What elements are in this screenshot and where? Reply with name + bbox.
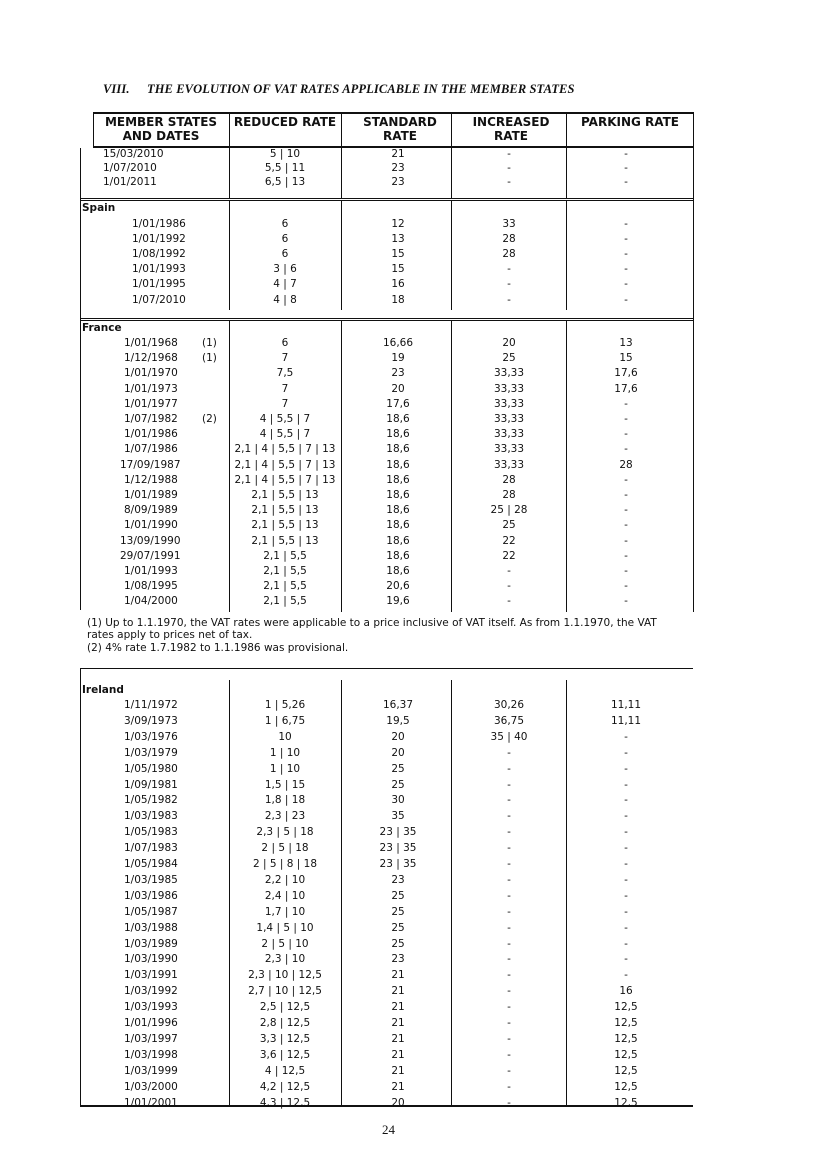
cell-reduced-rate: 6 xyxy=(281,248,289,260)
cell-reduced-rate: 7,5 xyxy=(276,367,294,379)
cell-parking-rate: - xyxy=(624,731,628,743)
cell-standard-rate: 21 xyxy=(391,1033,405,1045)
cell-parking-rate: - xyxy=(624,148,628,160)
cell-increased-rate: 33,33 xyxy=(493,367,525,379)
cell-increased-rate: - xyxy=(507,278,511,290)
row-date: 1/03/1989 xyxy=(124,938,178,950)
row-date: 1/07/2010 xyxy=(103,162,157,174)
row-date: 1/07/1986 xyxy=(124,443,178,455)
cell-parking-rate: 13 xyxy=(619,337,633,349)
cell-parking-rate: - xyxy=(624,953,628,965)
cell-reduced-rate: 2,2 | 10 xyxy=(264,874,306,886)
header-reduced-rate: REDUCED RATE xyxy=(233,115,337,129)
cell-parking-rate: - xyxy=(624,398,628,410)
country-spain: Spain xyxy=(82,202,116,214)
row-date: 1/03/1985 xyxy=(124,874,178,886)
cell-reduced-rate: 6 xyxy=(281,233,289,245)
row-date: 29/07/1991 xyxy=(120,550,181,562)
cell-reduced-rate: 4,2 | 12,5 xyxy=(259,1081,311,1093)
row-date: 1/01/1989 xyxy=(124,489,178,501)
cell-standard-rate: 23 xyxy=(391,874,405,886)
row-date: 8/09/1989 xyxy=(124,504,178,516)
row-date: 1/05/1980 xyxy=(124,763,178,775)
row-date: 1/11/1972 xyxy=(124,699,178,711)
cell-parking-rate: - xyxy=(624,874,628,886)
header-increased-rate: INCREASED RATE xyxy=(472,115,550,143)
cell-standard-rate: 18,6 xyxy=(386,565,410,577)
cell-reduced-rate: 2,4 | 10 xyxy=(264,890,306,902)
cell-reduced-rate: 2,3 | 5 | 18 xyxy=(256,826,314,838)
cell-increased-rate: 28 xyxy=(502,233,516,245)
row-date: 1/01/1996 xyxy=(124,1017,178,1029)
cell-reduced-rate: 5,5 | 11 xyxy=(264,162,306,174)
cell-reduced-rate: 2,1 | 5,5 | 13 xyxy=(251,535,319,547)
cell-increased-rate: 25 | 28 xyxy=(490,504,528,516)
cell-reduced-rate: 7 xyxy=(281,383,289,395)
cell-reduced-rate: 2,1 | 4 | 5,5 | 7 | 13 xyxy=(234,474,336,486)
row-date: 1/03/2000 xyxy=(124,1081,178,1093)
cell-parking-rate: 16 xyxy=(619,985,633,997)
cell-standard-rate: 18 xyxy=(391,294,405,306)
row-footnote-ref: (1) xyxy=(202,337,217,349)
cell-parking-rate: - xyxy=(624,922,628,934)
cell-reduced-rate: 1,5 | 15 xyxy=(264,779,306,791)
cell-standard-rate: 21 xyxy=(391,969,405,981)
cell-standard-rate: 21 xyxy=(391,1017,405,1029)
row-date: 1/01/1995 xyxy=(132,278,186,290)
cell-parking-rate: - xyxy=(624,580,628,592)
cell-increased-rate: 33,33 xyxy=(493,398,525,410)
cell-increased-rate: - xyxy=(507,953,511,965)
cell-parking-rate: - xyxy=(624,565,628,577)
cell-parking-rate: - xyxy=(624,826,628,838)
cell-standard-rate: 12 xyxy=(391,218,405,230)
cell-increased-rate: - xyxy=(507,906,511,918)
cell-standard-rate: 18,6 xyxy=(386,474,410,486)
cell-parking-rate: - xyxy=(624,794,628,806)
cell-increased-rate: 33,33 xyxy=(493,428,525,440)
cell-parking-rate: - xyxy=(624,248,628,260)
cell-reduced-rate: 2,7 | 10 | 12,5 xyxy=(248,985,322,997)
cell-standard-rate: 35 xyxy=(391,810,405,822)
cell-increased-rate: 33,33 xyxy=(493,383,525,395)
cell-parking-rate: 12,5 xyxy=(614,1001,638,1013)
cell-parking-rate: - xyxy=(624,162,628,174)
row-date: 1/01/1973 xyxy=(124,383,178,395)
cell-reduced-rate: 6,5 | 13 xyxy=(264,176,306,188)
cell-standard-rate: 15 xyxy=(391,263,405,275)
cell-parking-rate: 15 xyxy=(619,352,633,364)
cell-parking-rate: - xyxy=(624,413,628,425)
cell-increased-rate: 33,33 xyxy=(493,459,525,471)
cell-reduced-rate: 4 | 8 xyxy=(273,294,297,306)
cell-standard-rate: 25 xyxy=(391,906,405,918)
cell-reduced-rate: 2,1 | 5,5 | 13 xyxy=(251,519,319,531)
cell-standard-rate: 21 xyxy=(391,1049,405,1061)
cell-standard-rate: 13 xyxy=(391,233,405,245)
cell-standard-rate: 21 xyxy=(391,1001,405,1013)
cell-standard-rate: 19,6 xyxy=(386,595,410,607)
cell-reduced-rate: 1,7 | 10 xyxy=(264,906,306,918)
cell-increased-rate: - xyxy=(507,794,511,806)
row-date: 1/03/1998 xyxy=(124,1049,178,1061)
row-date: 1/01/1986 xyxy=(132,218,186,230)
cell-standard-rate: 18,6 xyxy=(386,519,410,531)
cell-increased-rate: - xyxy=(507,148,511,160)
row-date: 1/01/1993 xyxy=(124,565,178,577)
cell-reduced-rate: 4,3 | 12,5 xyxy=(259,1097,311,1109)
cell-reduced-rate: 4 | 5,5 | 7 xyxy=(259,413,311,425)
footnote-2: (2) 4% rate 1.7.1982 to 1.1.1986 was provisional. xyxy=(87,642,349,654)
row-date: 1/03/1992 xyxy=(124,985,178,997)
cell-parking-rate: - xyxy=(624,474,628,486)
row-date: 1/12/1988 xyxy=(124,474,178,486)
cell-reduced-rate: 1 | 6,75 xyxy=(264,715,306,727)
cell-reduced-rate: 10 xyxy=(278,731,292,743)
cell-standard-rate: 20,6 xyxy=(386,580,410,592)
cell-increased-rate: - xyxy=(507,565,511,577)
cell-reduced-rate: 2,1 | 5,5 xyxy=(263,595,307,607)
row-date: 1/03/1991 xyxy=(124,969,178,981)
cell-increased-rate: - xyxy=(507,595,511,607)
cell-reduced-rate: 2,8 | 12,5 xyxy=(259,1017,311,1029)
cell-increased-rate: 25 xyxy=(502,519,516,531)
cell-reduced-rate: 6 xyxy=(281,337,289,349)
cell-standard-rate: 17,6 xyxy=(386,398,410,410)
cell-reduced-rate: 3 | 6 xyxy=(273,263,297,275)
row-date: 15/03/2010 xyxy=(103,148,164,160)
cell-parking-rate: - xyxy=(624,890,628,902)
row-date: 1/03/1979 xyxy=(124,747,178,759)
cell-reduced-rate: 1,8 | 18 xyxy=(264,794,306,806)
cell-increased-rate: - xyxy=(507,826,511,838)
cell-standard-rate: 25 xyxy=(391,922,405,934)
row-date: 1/08/1995 xyxy=(124,580,178,592)
cell-reduced-rate: 1,4 | 5 | 10 xyxy=(256,922,314,934)
page-heading xyxy=(103,82,575,97)
section-border xyxy=(80,318,693,319)
cell-reduced-rate: 2,1 | 5,5 xyxy=(263,580,307,592)
table-left-border-header xyxy=(93,112,94,148)
row-date: 1/01/1990 xyxy=(124,519,178,531)
cell-parking-rate: 12,5 xyxy=(614,1017,638,1029)
row-date: 1/03/1988 xyxy=(124,922,178,934)
cell-reduced-rate: 4 | 5,5 | 7 xyxy=(259,428,311,440)
cell-standard-rate: 23 xyxy=(391,953,405,965)
section-border xyxy=(80,200,693,201)
cell-parking-rate: - xyxy=(624,504,628,516)
cell-parking-rate: 12,5 xyxy=(614,1049,638,1061)
cell-parking-rate: - xyxy=(624,489,628,501)
header-parking-rate: PARKING RATE xyxy=(580,115,680,129)
cell-standard-rate: 16,66 xyxy=(382,337,414,349)
cell-parking-rate: 11,11 xyxy=(610,699,642,711)
cell-increased-rate: - xyxy=(507,763,511,775)
cell-parking-rate: - xyxy=(624,233,628,245)
cell-reduced-rate: 6 xyxy=(281,218,289,230)
header-standard-rate: STANDARD RATE xyxy=(363,115,437,143)
cell-increased-rate: - xyxy=(507,1017,511,1029)
cell-standard-rate: 25 xyxy=(391,779,405,791)
country-ireland: Ireland xyxy=(82,684,124,696)
cell-standard-rate: 23 xyxy=(391,162,405,174)
cell-increased-rate: 33 xyxy=(502,218,516,230)
cell-reduced-rate: 7 xyxy=(281,398,289,410)
cell-increased-rate: 33,33 xyxy=(493,413,525,425)
row-date: 3/09/1973 xyxy=(124,715,178,727)
cell-parking-rate: - xyxy=(624,550,628,562)
cell-standard-rate: 20 xyxy=(391,1097,405,1109)
cell-increased-rate: - xyxy=(507,580,511,592)
cell-reduced-rate: 1 | 5,26 xyxy=(264,699,306,711)
cell-reduced-rate: 2,1 | 4 | 5,5 | 7 | 13 xyxy=(234,459,336,471)
row-date: 1/03/1990 xyxy=(124,953,178,965)
row-date: 1/01/1977 xyxy=(124,398,178,410)
cell-standard-rate: 18,6 xyxy=(386,443,410,455)
cell-reduced-rate: 1 | 10 xyxy=(269,747,301,759)
cell-standard-rate: 23 | 35 xyxy=(379,842,417,854)
cell-increased-rate: - xyxy=(507,969,511,981)
cell-increased-rate: - xyxy=(507,1049,511,1061)
cell-parking-rate: 17,6 xyxy=(614,367,638,379)
cell-increased-rate: - xyxy=(507,985,511,997)
cell-standard-rate: 20 xyxy=(391,383,405,395)
cell-standard-rate: 21 xyxy=(391,1065,405,1077)
row-date: 1/03/1986 xyxy=(124,890,178,902)
cell-increased-rate: - xyxy=(507,874,511,886)
cell-increased-rate: 35 | 40 xyxy=(490,731,528,743)
cell-standard-rate: 19 xyxy=(391,352,405,364)
cell-reduced-rate: 2 | 5 | 10 xyxy=(261,938,309,950)
row-date: 1/07/1983 xyxy=(124,842,178,854)
table-top-border xyxy=(93,112,693,114)
cell-reduced-rate: 2,1 | 4 | 5,5 | 7 | 13 xyxy=(234,443,336,455)
cell-parking-rate: - xyxy=(624,278,628,290)
cell-increased-rate: - xyxy=(507,890,511,902)
cell-increased-rate: 22 xyxy=(502,550,516,562)
cell-standard-rate: 20 xyxy=(391,731,405,743)
row-date: 1/01/2001 xyxy=(124,1097,178,1109)
row-date: 1/01/1970 xyxy=(124,367,178,379)
table-right-border xyxy=(693,112,694,612)
cell-standard-rate: 23 xyxy=(391,176,405,188)
cell-increased-rate: - xyxy=(507,779,511,791)
cell-increased-rate: 28 xyxy=(502,474,516,486)
cell-increased-rate: - xyxy=(507,810,511,822)
cell-standard-rate: 25 xyxy=(391,890,405,902)
cell-increased-rate: 33,33 xyxy=(493,443,525,455)
cell-parking-rate: - xyxy=(624,747,628,759)
cell-standard-rate: 25 xyxy=(391,938,405,950)
row-date: 1/01/1993 xyxy=(132,263,186,275)
cell-standard-rate: 18,6 xyxy=(386,550,410,562)
cell-standard-rate: 21 xyxy=(391,1081,405,1093)
row-date: 1/03/1997 xyxy=(124,1033,178,1045)
cell-parking-rate: 12,5 xyxy=(614,1033,638,1045)
cell-parking-rate: 12,5 xyxy=(614,1065,638,1077)
cell-standard-rate: 18,6 xyxy=(386,428,410,440)
row-date: 1/07/2010 xyxy=(132,294,186,306)
row-date: 1/05/1987 xyxy=(124,906,178,918)
cell-reduced-rate: 2,3 | 10 xyxy=(264,953,306,965)
cell-reduced-rate: 2,3 | 23 xyxy=(264,810,306,822)
cell-increased-rate: - xyxy=(507,162,511,174)
cell-reduced-rate: 2 | 5 | 8 | 18 xyxy=(252,858,318,870)
cell-standard-rate: 19,5 xyxy=(386,715,410,727)
row-date: 17/09/1987 xyxy=(120,459,181,471)
cell-parking-rate: - xyxy=(624,218,628,230)
cell-parking-rate: 17,6 xyxy=(614,383,638,395)
cell-standard-rate: 21 xyxy=(391,148,405,160)
cell-increased-rate: - xyxy=(507,176,511,188)
cell-increased-rate: - xyxy=(507,263,511,275)
cell-parking-rate: - xyxy=(624,763,628,775)
cell-increased-rate: - xyxy=(507,1065,511,1077)
row-date: 1/01/2011 xyxy=(103,176,157,188)
section-border xyxy=(80,198,693,199)
section-left-border xyxy=(80,668,81,1106)
cell-parking-rate: - xyxy=(624,535,628,547)
cell-parking-rate: - xyxy=(624,858,628,870)
cell-increased-rate: - xyxy=(507,1033,511,1045)
row-date: 1/03/1976 xyxy=(124,731,178,743)
cell-increased-rate: - xyxy=(507,1097,511,1109)
cell-reduced-rate: 3,6 | 12,5 xyxy=(259,1049,311,1061)
cell-standard-rate: 23 | 35 xyxy=(379,826,417,838)
cell-reduced-rate: 2,1 | 5,5 xyxy=(263,550,307,562)
cell-standard-rate: 25 xyxy=(391,763,405,775)
cell-reduced-rate: 4 | 12,5 xyxy=(264,1065,306,1077)
cell-parking-rate: - xyxy=(624,810,628,822)
row-date: 1/03/1993 xyxy=(124,1001,178,1013)
cell-standard-rate: 30 xyxy=(391,794,405,806)
row-date: 1/07/1982 xyxy=(124,413,178,425)
row-date: 1/09/1981 xyxy=(124,779,178,791)
cell-parking-rate: 28 xyxy=(619,459,633,471)
heading-number: VIII. xyxy=(103,82,130,96)
cell-increased-rate: 22 xyxy=(502,535,516,547)
cell-standard-rate: 18,6 xyxy=(386,413,410,425)
cell-reduced-rate: 2,5 | 12,5 xyxy=(259,1001,311,1013)
cell-increased-rate: - xyxy=(507,922,511,934)
cell-reduced-rate: 7 xyxy=(281,352,289,364)
cell-standard-rate: 18,6 xyxy=(386,535,410,547)
cell-increased-rate: - xyxy=(507,294,511,306)
cell-reduced-rate: 2,1 | 5,5 | 13 xyxy=(251,489,319,501)
cell-standard-rate: 18,6 xyxy=(386,489,410,501)
cell-standard-rate: 21 xyxy=(391,985,405,997)
row-date: 1/05/1983 xyxy=(124,826,178,838)
cell-increased-rate: - xyxy=(507,842,511,854)
cell-reduced-rate: 2,1 | 5,5 | 13 xyxy=(251,504,319,516)
cell-reduced-rate: 2,1 | 5,5 xyxy=(263,565,307,577)
row-date: 1/01/1986 xyxy=(124,428,178,440)
cell-parking-rate: - xyxy=(624,294,628,306)
row-date: 1/05/1984 xyxy=(124,858,178,870)
cell-reduced-rate: 5 | 10 xyxy=(269,148,301,160)
header-member-states: MEMBER STATES AND DATES xyxy=(104,115,218,143)
section-border xyxy=(80,668,693,669)
cell-increased-rate: - xyxy=(507,938,511,950)
cell-parking-rate: - xyxy=(624,176,628,188)
row-footnote-ref: (2) xyxy=(202,413,217,425)
cell-parking-rate: - xyxy=(624,906,628,918)
cell-parking-rate: - xyxy=(624,938,628,950)
page-number: 24 xyxy=(382,1122,395,1137)
cell-parking-rate: 12,5 xyxy=(614,1097,638,1109)
cell-parking-rate: - xyxy=(624,779,628,791)
row-date: 13/09/1990 xyxy=(120,535,181,547)
cell-parking-rate: - xyxy=(624,263,628,275)
row-date: 1/01/1992 xyxy=(132,233,186,245)
row-date: 1/05/1982 xyxy=(124,794,178,806)
row-date: 1/04/2000 xyxy=(124,595,178,607)
cell-increased-rate: 28 xyxy=(502,489,516,501)
cell-reduced-rate: 4 | 7 xyxy=(273,278,297,290)
cell-parking-rate: - xyxy=(624,842,628,854)
cell-parking-rate: 11,11 xyxy=(610,715,642,727)
section-border xyxy=(80,320,693,321)
cell-standard-rate: 20 xyxy=(391,747,405,759)
row-date: 1/12/1968 xyxy=(124,352,178,364)
cell-reduced-rate: 2,3 | 10 | 12,5 xyxy=(248,969,322,981)
cell-standard-rate: 18,6 xyxy=(386,459,410,471)
cell-parking-rate: - xyxy=(624,969,628,981)
cell-increased-rate: - xyxy=(507,1001,511,1013)
row-date: 1/01/1968 xyxy=(124,337,178,349)
row-date: 1/08/1992 xyxy=(132,248,186,260)
cell-reduced-rate: 2 | 5 | 18 xyxy=(261,842,309,854)
cell-reduced-rate: 1 | 10 xyxy=(269,763,301,775)
cell-increased-rate: 30,26 xyxy=(493,699,525,711)
cell-standard-rate: 23 | 35 xyxy=(379,858,417,870)
cell-standard-rate: 23 xyxy=(391,367,405,379)
cell-standard-rate: 16 xyxy=(391,278,405,290)
cell-increased-rate: - xyxy=(507,747,511,759)
row-date: 1/03/1999 xyxy=(124,1065,178,1077)
cell-increased-rate: 20 xyxy=(502,337,516,349)
row-footnote-ref: (1) xyxy=(202,352,217,364)
cell-increased-rate: - xyxy=(507,1081,511,1093)
cell-parking-rate: - xyxy=(624,595,628,607)
cell-parking-rate: 12,5 xyxy=(614,1081,638,1093)
country-france: France xyxy=(82,322,122,334)
row-date: 1/03/1983 xyxy=(124,810,178,822)
cell-parking-rate: - xyxy=(624,443,628,455)
footnote-1: (1) Up to 1.1.1970, the VAT rates were applicable to a price inclusive of VAT itself. As from 1.1.1970, the VAT rates apply to prices net of tax. xyxy=(87,617,657,641)
cell-reduced-rate: 3,3 | 12,5 xyxy=(259,1033,311,1045)
cell-increased-rate: - xyxy=(507,858,511,870)
cell-parking-rate: - xyxy=(624,428,628,440)
heading-title: THE EVOLUTION OF VAT RATES APPLICABLE IN THE MEMBER STATES xyxy=(147,82,575,96)
cell-standard-rate: 16,37 xyxy=(382,699,414,711)
cell-parking-rate: - xyxy=(624,519,628,531)
section-left-border xyxy=(80,200,81,312)
cell-increased-rate: 28 xyxy=(502,248,516,260)
cell-increased-rate: 25 xyxy=(502,352,516,364)
cell-increased-rate: 36,75 xyxy=(493,715,525,727)
cell-standard-rate: 18,6 xyxy=(386,504,410,516)
cell-standard-rate: 15 xyxy=(391,248,405,260)
